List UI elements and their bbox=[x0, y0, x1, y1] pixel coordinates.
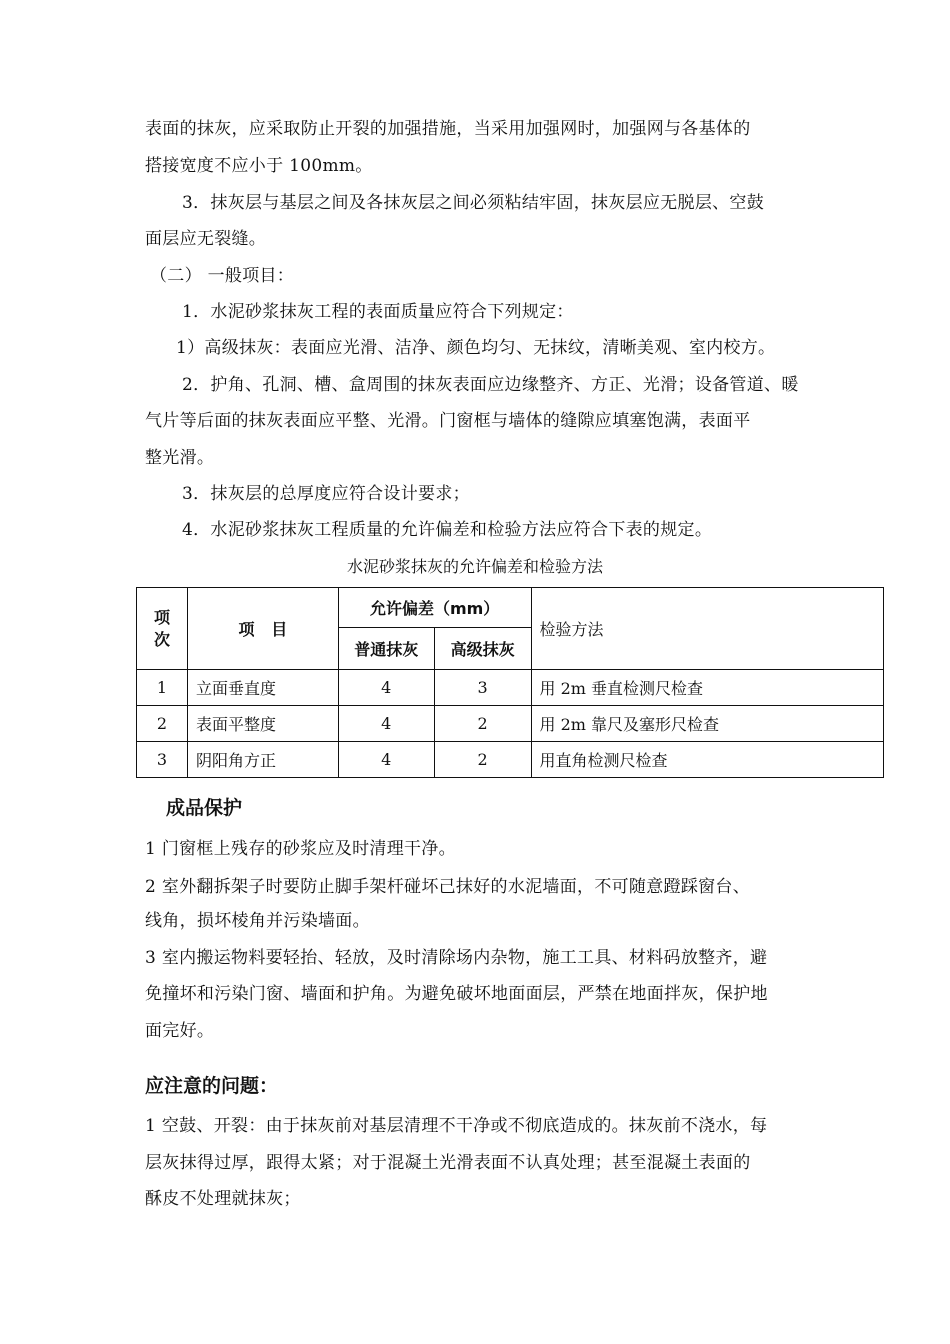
list-item: 3．抹灰层的总厚度应符合设计要求； bbox=[182, 484, 470, 504]
paragraph-line: 免撞坏和污染门窗、墙面和护角。为避免破坏地面面层，严禁在地面拌灰，保护地 bbox=[145, 984, 768, 1004]
table-row bbox=[137, 670, 884, 706]
paragraph-line: 2 室外翻拆架子时要防止脚手架杆碰坏己抹好的水泥墙面，不可随意蹬踩窗台、 bbox=[145, 877, 751, 897]
paragraph-line: 整光滑。 bbox=[145, 448, 215, 468]
cell-method: 用直角检测尺检查 bbox=[531, 742, 883, 778]
table-row bbox=[137, 742, 884, 778]
cell-normal: 4 bbox=[338, 706, 434, 742]
header-tolerance: 允许偏差（mm） bbox=[338, 588, 531, 628]
list-item: 1．水泥砂浆抹灰工程的表面质量应符合下列规定： bbox=[182, 302, 574, 322]
cell-item: 表面平整度 bbox=[187, 706, 338, 742]
paragraph-line: 1 门窗框上残存的砂浆应及时清理干净。 bbox=[145, 839, 456, 859]
header-method: 检验方法 bbox=[531, 588, 883, 670]
protection-heading: 成品保护 bbox=[166, 797, 243, 819]
paragraph-line: 酥皮不处理就抹灰； bbox=[145, 1189, 301, 1209]
header-normal: 普通抹灰 bbox=[338, 628, 434, 670]
paragraph-line: 面完好。 bbox=[145, 1021, 215, 1041]
cell-item: 立面垂直度 bbox=[187, 670, 338, 706]
paragraph-line: 线角，损坏棱角并污染墙面。 bbox=[145, 911, 370, 931]
section-title: （二） 一般项目： bbox=[150, 266, 295, 286]
paragraph-line: 3．抹灰层与基层之间及各抹灰层之间必须粘结牢固，抹灰层应无脱层、空鼓 bbox=[182, 193, 765, 213]
table-caption: 水泥砂浆抹灰的允许偏差和检验方法 bbox=[346, 557, 603, 576]
issues-heading: 应注意的问题： bbox=[145, 1075, 279, 1097]
paragraph-line: 层灰抹得过厚，跟得太紧；对于混凝土光滑表面不认真处理；甚至混凝土表面的 bbox=[145, 1153, 751, 1173]
cell-item: 阴阳角方正 bbox=[187, 742, 338, 778]
cell-normal: 4 bbox=[338, 742, 434, 778]
header-item: 项 目 bbox=[187, 588, 338, 670]
cell-seq: 3 bbox=[137, 742, 188, 778]
table-row bbox=[137, 706, 884, 742]
cell-advanced: 2 bbox=[434, 742, 531, 778]
header-seq-label: 项次 bbox=[153, 607, 170, 649]
paragraph-line: 3 室内搬运物料要轻抬、轻放，及时清除场内杂物，施工工具、材料码放整齐，避 bbox=[145, 948, 768, 968]
paragraph-line: 表面的抹灰，应采取防止开裂的加强措施，当采用加强网时，加强网与各基体的 bbox=[145, 119, 751, 139]
cell-seq: 2 bbox=[137, 706, 188, 742]
paragraph-line: 气片等后面的抹灰表面应平整、光滑。门窗框与墙体的缝隙应填塞饱满，表面平 bbox=[145, 411, 751, 431]
tolerance-table bbox=[136, 587, 884, 778]
cell-normal: 4 bbox=[338, 670, 434, 706]
cell-advanced: 2 bbox=[434, 706, 531, 742]
paragraph-line: 1 空鼓、开裂：由于抹灰前对基层清理不干净或不彻底造成的。抹灰前不浇水，每 bbox=[145, 1116, 768, 1136]
paragraph-line: 搭接宽度不应小于 100mm。 bbox=[145, 156, 373, 176]
header-seq bbox=[137, 588, 188, 670]
cell-method: 用 2m 垂直检测尺检查 bbox=[531, 670, 883, 706]
list-item: 4．水泥砂浆抹灰工程质量的允许偏差和检验方法应符合下表的规定。 bbox=[182, 520, 713, 540]
cell-advanced: 3 bbox=[434, 670, 531, 706]
header-advanced: 高级抹灰 bbox=[434, 628, 531, 670]
paragraph-line: 面层应无裂缝。 bbox=[145, 229, 267, 249]
list-item: 1）高级抹灰：表面应光滑、洁净、颜色均匀、无抹纹，清晰美观、室内校方。 bbox=[176, 338, 776, 358]
cell-method: 用 2m 靠尺及塞形尺检查 bbox=[531, 706, 883, 742]
list-item: 2．护角、孔洞、槽、盒周围的抹灰表面应边缘整齐、方正、光滑；设备管道、暖 bbox=[182, 375, 799, 395]
cell-seq: 1 bbox=[137, 670, 188, 706]
